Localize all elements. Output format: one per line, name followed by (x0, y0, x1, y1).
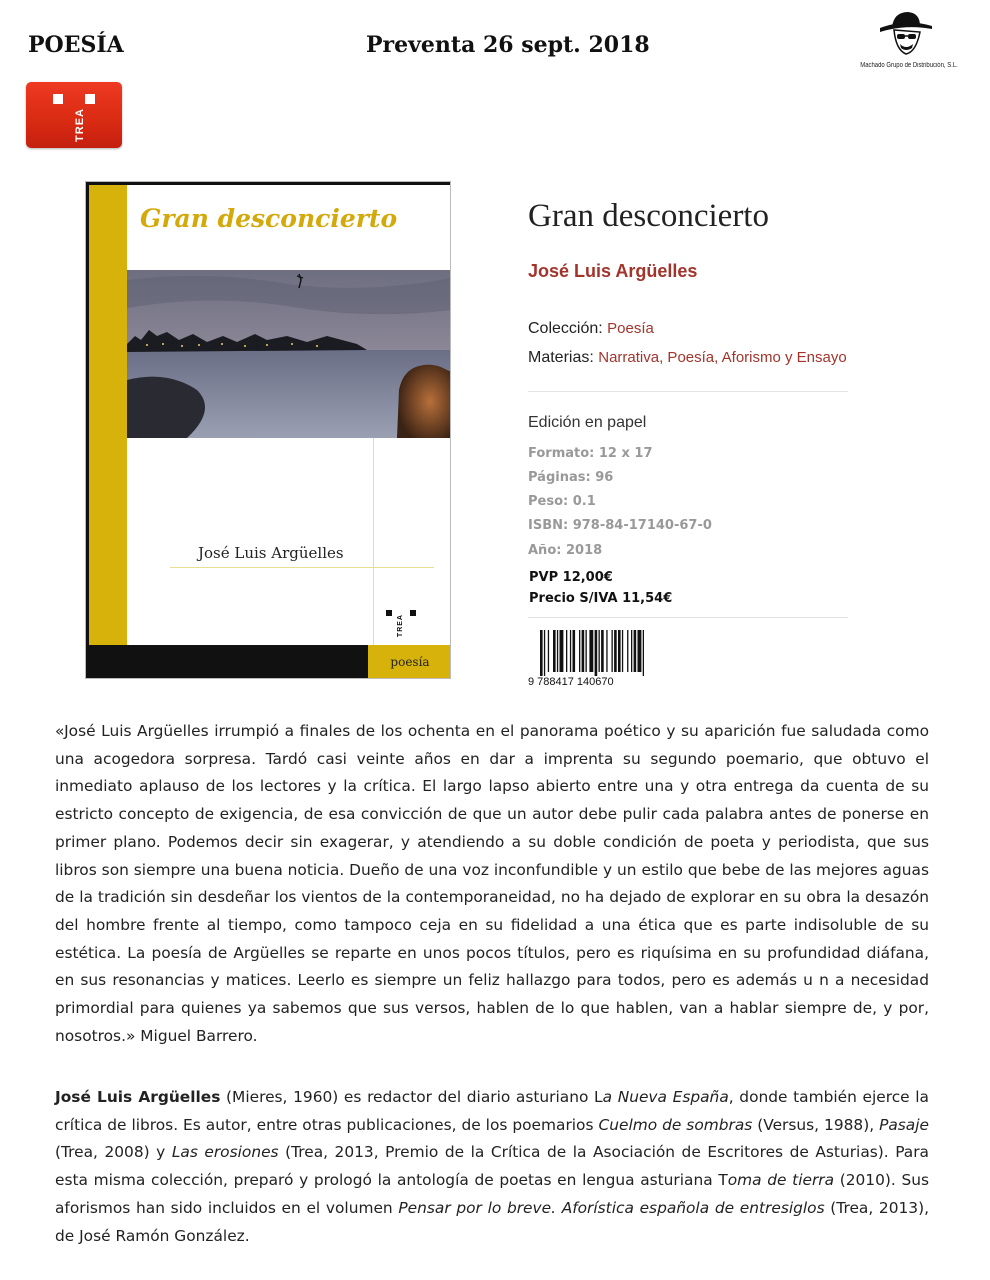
divider (528, 391, 848, 392)
edition-type: Edición en papel (528, 414, 647, 431)
barcode-bar (631, 630, 632, 672)
book-description: «José Luis Argüelles irrumpió a finales de los ochenta en el panorama poético y su aparición fue saludada como una acogedora sorpresa. Tardó casi veinte años en dar a imprenta su segundo poemario, que obtuvo el inmediato aplauso de los lectores y la crítica. El largo lapso abierto entre una y otra entrega da cuenta de su estricto concepto de exigencia, de esa convicción de que un autor debe pulir cada palabra antes de ponerse en primer plano. Podemos decir sin exagerar, y atendiendo a su doble condición de poeta y periodista, que sus libros son siempre una buena noticia. Dueño de una voz inconfundible y un estilo que bebe de las mejores aguas de la tradición sin desdeñar los vientos de la contemporaneidad, no ha dejado de explorar en su obra la desazón del hombre frente al tiempo, como tampoco ceja en su fidelidad a una ética que es parte indisoluble de su estética. La poesía de Argüelles se reparte en unos pocos títulos, pero es riquísima en su profundidad diáfana, en sus resonancias y matices. Leerlo es siempre un feliz hallazgo para todos, pero es además u n a necesidad primordial para quienes ya sabemos que sus versos, hablen de lo que hablen, van a hablar siempre de, y por, nosotros.» Miguel Barrero. (55, 722, 929, 1045)
barcode-bar (557, 630, 558, 672)
logo-square-right (85, 94, 95, 104)
subjects-label: Materias: (528, 349, 594, 366)
bio-text: (2010). Sus aforismos han sido incluidos en el volumen (55, 1171, 929, 1217)
subjects-links[interactable]: Narrativa, Poesía, Aforismo y Ensayo (598, 349, 847, 366)
cover-publisher-label: TREA (397, 614, 404, 638)
barcode-bar (553, 630, 556, 672)
barcode-bar (601, 630, 604, 672)
section-heading: POESÍA (28, 32, 124, 58)
logo-square-left (53, 94, 63, 104)
cover-collection-tag: poesía (390, 655, 430, 669)
barcode-bar (599, 630, 600, 672)
barcode-bar (540, 630, 543, 676)
cover-guide-vertical (373, 438, 374, 645)
collection-link[interactable]: Poesía (607, 320, 654, 337)
barcode-bar (579, 630, 580, 672)
book-cover (85, 181, 451, 679)
spec-weight: Peso: 0.1 (528, 494, 596, 509)
price-pvp: PVP 12,00€ (529, 570, 613, 585)
bio-book-title: Cuelmo de sombras (598, 1115, 753, 1134)
distributor-logo (852, 10, 962, 72)
barcode-digits: 9 788417 140670 (528, 676, 614, 688)
bio-book-title: Las erosiones (171, 1143, 279, 1162)
book-author[interactable]: José Luis Argüelles (528, 261, 698, 281)
cover-guide-horizontal (170, 567, 434, 568)
cover-border-top (86, 182, 451, 185)
barcode-bar (627, 630, 628, 672)
publisher-logo (26, 82, 122, 148)
bio-newspaper: a Nueva España (602, 1088, 729, 1106)
spec-isbn: ISBN: 978-84-17140-67-0 (528, 518, 712, 533)
barcode-bar (573, 630, 576, 672)
cover-photo (127, 270, 451, 438)
presale-date: Preventa 26 sept. 2018 (366, 32, 650, 58)
cover-author: José Luis Argüelles (198, 544, 344, 562)
barcode-bar (544, 630, 545, 676)
price-no-vat: Precio S/IVA 11,54€ (529, 591, 673, 606)
cover-yellow-strip (89, 185, 127, 645)
divider (528, 617, 848, 618)
barcode-bar (566, 630, 567, 672)
distributor-name: Machado Grupo de Distribución, S.L. (860, 62, 958, 69)
cover-title: Gran desconcierto (140, 204, 398, 233)
cover-publisher-logo (386, 610, 418, 640)
cover-logo-square-left (386, 610, 392, 616)
bio-text: , donde también ejerce la crítica de libros. Es autor, entre otras publicaciones, de los poemarios (55, 1088, 929, 1134)
isbn-barcode (528, 628, 668, 690)
bio-text: (Trea, 2013, Premio de la Crítica de la Asociación de Escritores de Asturias). Para esta misma colección, preparó y prologó la antología de poetas en lengua asturiana T (55, 1143, 929, 1190)
book-title: Gran desconcierto (528, 198, 769, 234)
barcode-bar (548, 630, 549, 672)
barcode-bars (528, 628, 668, 676)
spec-format: Formato: 12 x 17 (528, 446, 653, 461)
barcode-bar (560, 630, 564, 672)
barcode-bar (638, 630, 642, 672)
hat-face-icon (876, 10, 936, 60)
barcode-bar (618, 630, 621, 672)
barcode-bar (582, 630, 585, 672)
spec-pages: Páginas: 96 (528, 470, 614, 485)
barcode-bar (570, 630, 571, 672)
barcode-bar (643, 630, 644, 676)
publisher-logo-label: TREA (74, 108, 86, 142)
bio-text: (Trea, 2013), de José Ramón González. (55, 1198, 929, 1245)
barcode-bar (606, 630, 607, 672)
collection-row (528, 320, 654, 338)
bio-author-name: José Luis Argüelles (55, 1088, 221, 1106)
cover-border-left (86, 182, 89, 679)
spec-year: Año: 2018 (528, 543, 603, 558)
barcode-bar (595, 630, 598, 676)
barcode-bar (612, 630, 613, 672)
barcode-bar (586, 630, 587, 672)
bio-book-title: oma de tierra (727, 1171, 835, 1190)
barcode-bar (589, 630, 593, 672)
subjects-row (528, 349, 847, 367)
bio-text: (Versus, 1988), (752, 1115, 880, 1134)
cover-logo-square-right (410, 610, 416, 616)
barcode-bar (634, 630, 637, 672)
bio-book-title: Pasaje (879, 1115, 929, 1134)
barcode-bar (622, 630, 623, 672)
barcode-bar (614, 630, 617, 672)
bio-text: (Mieres, 1960) es redactor del diario asturiano L (220, 1088, 603, 1106)
author-bio (55, 1084, 929, 1250)
collection-label: Colección: (528, 320, 603, 337)
bio-book-title: Pensar por lo breve. Aforística española de entresiglos (398, 1198, 825, 1217)
bio-text: (Trea, 2008) y (55, 1143, 172, 1162)
